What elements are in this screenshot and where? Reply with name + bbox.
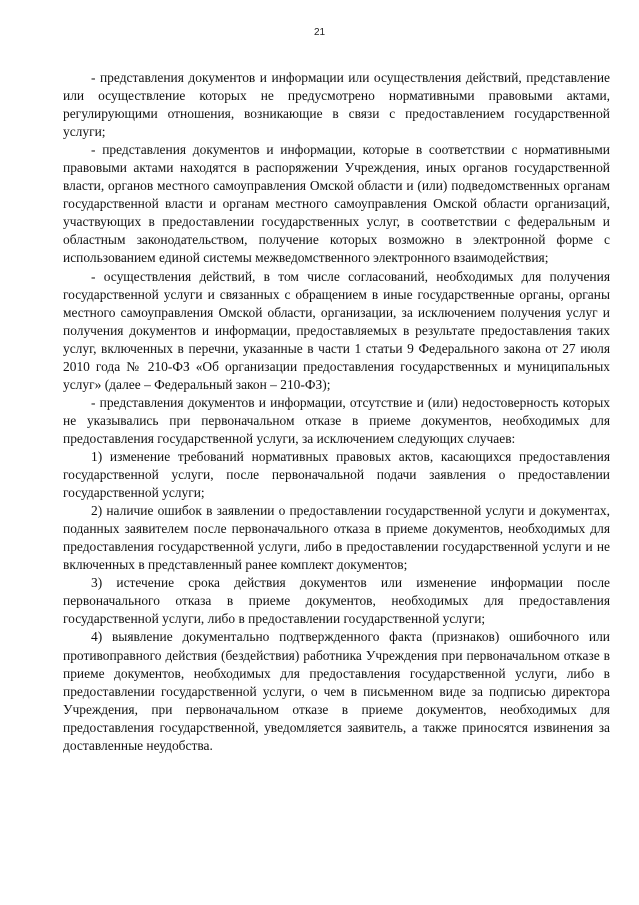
paragraph-8-list-item-4: 4) выявление документально подтвержденного факта (признаков) ошибочного или противоправного действия (бездействия) работника Учреждения при первоначальном отказе в приеме документов, необходимых для предоставления государственной услуги, либо в предоставлении государственной услуги, о чем в письменном виде за подписью директора Учреждения, при первоначальном отказе в приеме документов, необходимых для предоставления государственной, уведомляется заявитель, а также приносятся извинения за доставленные неудобства. <box>63 629 610 753</box>
paragraph-1: - представления документов и информации или осуществления действий, представление или осуществление которых не предусмотрено нормативными правовыми актами, регулирующими отношения, возникающие в связи с предоставлением государственной услуги; <box>63 70 610 140</box>
paragraph-4: - представления документов и информации, отсутствие и (или) недостоверность которых не указывались при первоначальном отказе в приеме документов, необходимых для предоставления государственной услуги, за исключением следующих случаев: <box>63 394 610 446</box>
page-number: 21 <box>313 27 326 38</box>
document-body <box>63 69 610 755</box>
paragraph-6-list-item-2: 2) наличие ошибок в заявлении о предоставлении государственной услуги и документах, поданных заявителем после первоначального отказа в приеме документов, необходимых для предоставления государственной услуги, либо в предоставлении государственной услуги и не включенных в представленный ранее комплект документов; <box>63 503 610 573</box>
paragraph-7-list-item-3: 3) истечение срока действия документов или изменение информации после первоначального отказа в приеме документов, необходимых для предоставления государственной услуги, либо в предоставлении государственной услуги; <box>63 575 610 627</box>
paragraph-3: - осуществления действий, в том числе согласований, необходимых для получения государственной услуги и связанных с обращением в иные государственные органы, органы местного самоуправления Омской области, организации, за исключением получения услуг и получения документов и информации, предоставляемых в результате предоставления таких услуг, включенных в перечни, указанные в части 1 статьи 9 Федерального закона от 27 июля 2010 года № 210-ФЗ «Об организации предоставления государственных и муниципальных услуг» (далее – Федеральный закон – 210-ФЗ); <box>63 268 610 392</box>
paragraph-2: - представления документов и информации, которые в соответствии с нормативными правовыми актами находятся в распоряжении Учреждения, иных органов государственной власти, органов местного самоуправления Омской области и (или) подведомственных органам государственной власти и органам местного самоуправления Омской области организаций, участвующих в предоставлении государственных услуг, в соответствии с федеральным и областным законодательством, получение которых возможно в электронной форме с использованием единой системы межведомственного электронного взаимодействия; <box>63 142 610 266</box>
paragraph-5-list-item-1: 1) изменение требований нормативных правовых актов, касающихся предоставления государственной услуги, после первоначальной подачи заявления о предоставлении государственной услуги; <box>63 448 610 501</box>
